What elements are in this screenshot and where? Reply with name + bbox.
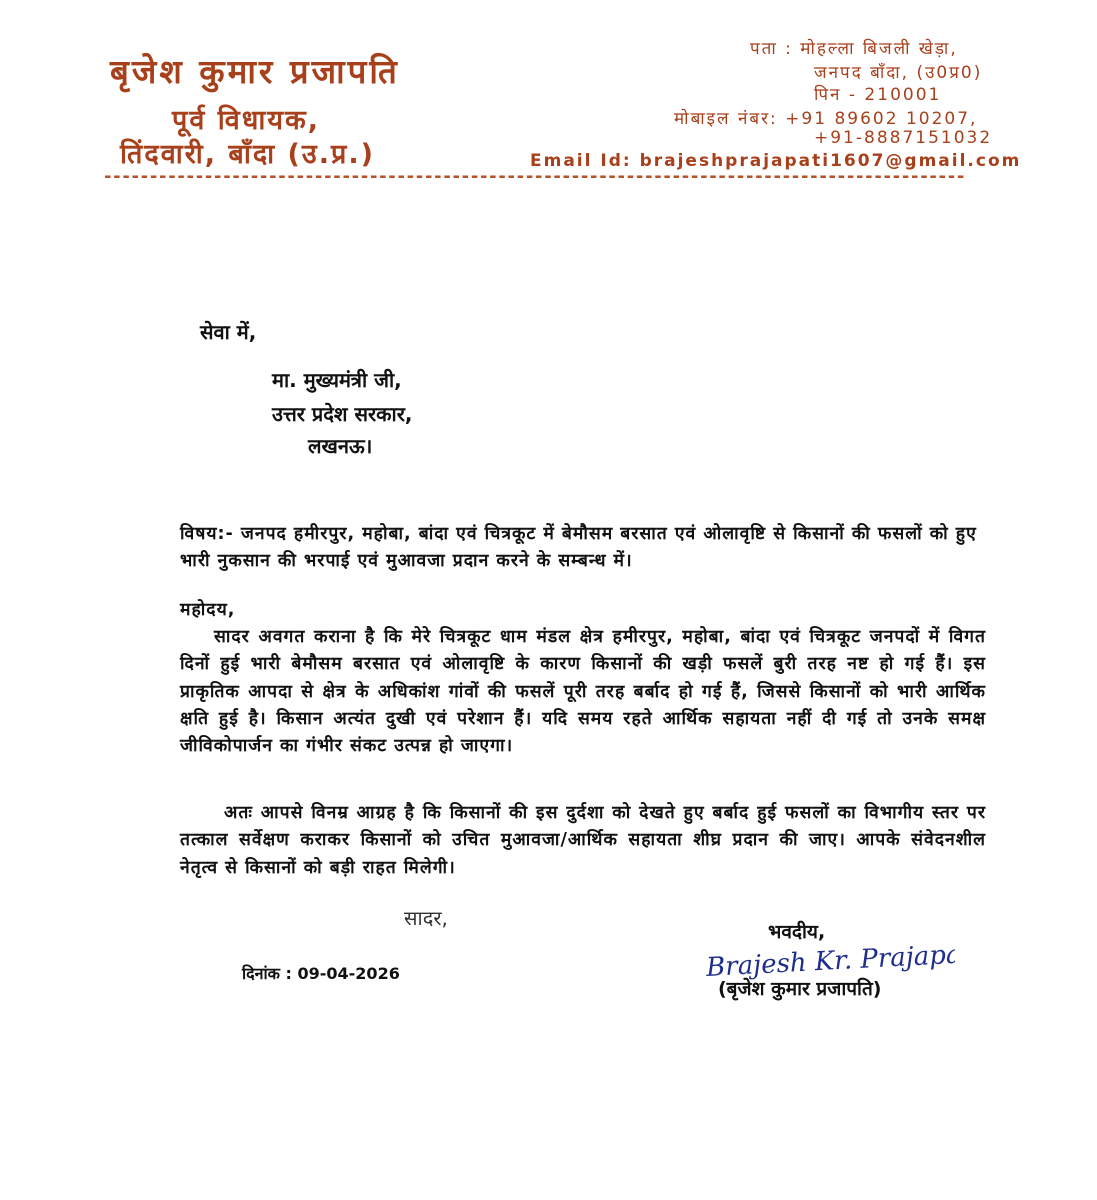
paragraph-2 — [180, 800, 986, 882]
letterhead-constituency: तिंदवारी, बाँदा (उ.प्र.) — [120, 139, 375, 170]
address-line2: जनपद बाँदा, (उ0प्र0) — [814, 63, 983, 83]
letterhead-designation: पूर्व विधायक, — [172, 105, 321, 136]
signatory-name: (बृजेश कुमार प्रजापति) — [718, 978, 882, 1000]
paragraph-2-text: अतः आपसे विनम्र आग्रह है कि किसानों की इस दुर्दशा को देखते हुए बर्बाद हुई फसलों का विभागीय स्तर पर तत्काल सर्वेक्षण कराकर किसानों को उचित मुआवजा/आर्थिक सहायता शीघ्र प्रदान की जाए। आपके संवेदनशील नेतृत्व से किसानों को बड़ी राहत मिलेगी। — [180, 803, 986, 878]
salutation-seva-mein: सेवा में, — [200, 320, 257, 344]
paragraph-1-text: सादर अवगत कराना है कि मेरे चित्रकूट धाम मंडल क्षेत्र हमीरपुर, महोबा, बांदा एवं चित्रकूट जनपदों में विगत दिनों हुई भारी बेमौसम बरसात एवं ओलावृष्टि के कारण किसानों की खड़ी फसलें बुरी तरह नष्ट हो गई हैं। इस प्राकृतिक आपदा से क्षेत्र के अधिकांश गांवों की फसलें पूरी तरह बर्बाद हो गई हैं, जिससे किसानों को भारी आर्थिक क्षति हुई है। किसान अत्यंत दुखी एवं परेशान हैं। यदि समय रहते आर्थिक सहायता नहीं दी गई तो उनके समक्ष जीविकोपार्जन का गंभीर संकट उत्पन्न हो जाएगा। — [180, 627, 986, 757]
recipient-government: उत्तर प्रदेश सरकार, — [272, 402, 413, 426]
pin-code: पिन - 210001 — [814, 85, 942, 105]
letter-date: दिनांक : 09-04-2026 — [242, 964, 400, 983]
greeting: महोदय, — [180, 600, 236, 620]
subject-line: विषय:- जनपद हमीरपुर, महोबा, बांदा एवं चित्रकूट में बेमौसम बरसात एवं ओलावृष्टि से किसानों की फसलों को हुए भारी नुकसान की भरपाई एवं मुआवजा प्रदान करने के सम्बन्ध में। — [180, 524, 977, 572]
letterhead-divider: ---------------------------------------------------------------------------------------------- — [104, 166, 967, 180]
closing-sadar: सादर, — [404, 906, 448, 930]
closing-bhavdiya: भवदीय, — [768, 921, 826, 943]
paragraph-1 — [180, 624, 986, 760]
address-line1: पता : मोहल्ला बिजली खेड़ा, — [750, 39, 958, 59]
mobile-line1: मोबाइल नंबर: +91 89602 10207, — [674, 109, 978, 129]
mobile-line2: +91-8887151032 — [814, 128, 993, 148]
recipient-title: मा. मुख्यमंत्री जी, — [272, 368, 402, 392]
recipient-city: लखनऊ। — [308, 434, 373, 458]
signature-text: Brajesh Kr. Prajapati — [705, 938, 955, 982]
email-address: Email Id: brajeshprajapati1607@gmail.com — [530, 151, 1022, 171]
letterhead-name: बृजेश कुमार प्रजापति — [110, 52, 400, 91]
